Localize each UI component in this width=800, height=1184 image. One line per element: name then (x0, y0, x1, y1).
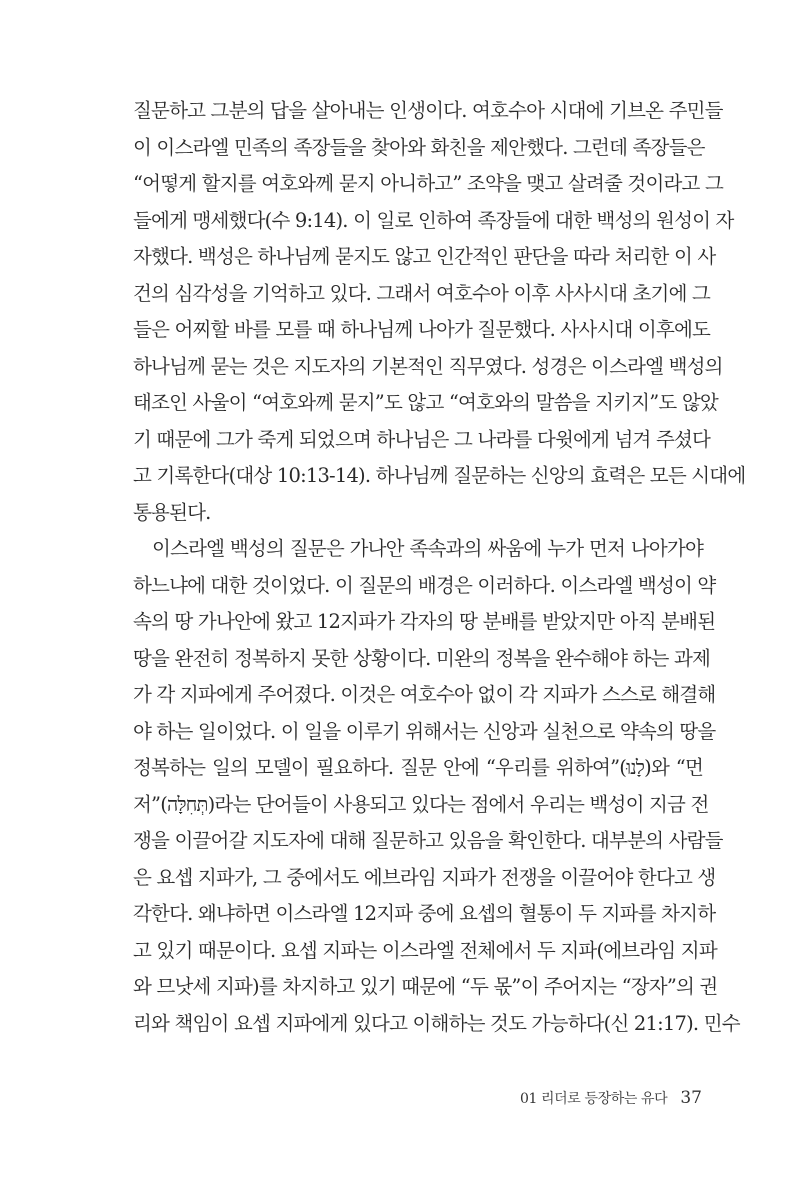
text-line: 통용된다. (133, 500, 211, 524)
running-head: 01 리더로 등장하는 유다 (519, 1091, 668, 1107)
text-line: 속의 땅 가나안에 왔고 12지파가 각자의 땅 분배를 받았지만 아직 분배된 (133, 610, 716, 633)
page-number: 37 (680, 1088, 702, 1108)
text-line: 리와 책임이 요셉 지파에게 있다고 이해하는 것도 가능하다(신 21:17). 민수 (133, 1011, 740, 1035)
text-line: 야 하는 일이었다. 이 일을 이루기 위해서는 신앙과 실천으로 약속의 땅을 (133, 719, 716, 743)
text-line: 은 요셉 지파가, 그 중에서도 에브라임 지파가 전쟁을 이끌어야 한다고 생 (133, 865, 716, 889)
page-footer (520, 1088, 702, 1108)
text-line: 정복하는 일의 모델이 필요하다. 질문 안에 “우리를 위하여”(לָנוּ)와 “먼 (133, 756, 704, 779)
text-line: 들은 어찌할 바를 모를 때 하나님께 나아가 질문했다. 사사시대 이후에도 (133, 318, 711, 341)
text-line: 들에게 맹세했다(수 9:14). 이 일로 인하여 족장들에 대한 백성의 원성이 자 (133, 208, 734, 232)
text-line: “어떻게 할지를 여호와께 묻지 아니하고” 조약을 맺고 살려줄 것이라고 그 (133, 172, 723, 195)
text-line: 이 이스라엘 민족의 족장들을 찾아와 화친을 제안했다. 그런데 족장들은 (133, 135, 705, 159)
body-text (133, 93, 746, 1042)
text-line: 하나님께 묻는 것은 지도자의 기본적인 직무였다. 성경은 이스라엘 백성의 (133, 354, 723, 378)
text-line: 자했다. 백성은 하나님께 묻지도 않고 인간적인 판단을 따라 처리한 이 사 (133, 245, 716, 268)
text-line: 이스라엘 백성의 질문은 가나안 족속과의 싸움에 누가 먼저 나아가야 (152, 537, 703, 560)
text-line: 저”(תְּחִלָּה)라는 단어들이 사용되고 있다는 점에서 우리는 백성이 지금 전 (133, 792, 709, 816)
text-line: 고 있기 때문이다. 요셉 지파는 이스라엘 전체에서 두 지파(에브라임 지파 (133, 938, 717, 962)
text-line: 질문하고 그분의 답을 살아내는 인생이다. 여호수아 시대에 기브온 주민들 (133, 99, 723, 122)
text-line: 쟁을 이끌어갈 지도자에 대해 질문하고 있음을 확인한다. 대부분의 사람들 (133, 829, 723, 852)
text-line: 고 기록한다(대상 10:13-14). 하나님께 질문하는 신앙의 효력은 모든 시대에 (133, 464, 746, 487)
text-line: 와 므낫세 지파)를 차지하고 있기 때문에 “두 몫”이 주어지는 “장자”의 권 (133, 975, 718, 998)
text-line: 각한다. 왜냐하면 이스라엘 12지파 중에 요셉의 혈통이 두 지파를 차지하 (133, 902, 716, 925)
text-line: 땅을 완전히 정복하지 못한 상황이다. 미완의 정복을 완수해야 하는 과제 (133, 646, 711, 670)
text-line: 하느냐에 대한 것이었다. 이 질문의 배경은 이러하다. 이스라엘 백성이 약 (133, 573, 716, 597)
text-line: 기 때문에 그가 죽게 되었으며 하나님은 그 나라를 다윗에게 넘겨 주셨다 (133, 427, 711, 451)
text-line: 태조인 사울이 “여호와께 묻지”도 않고 “여호와의 말씀을 지키지”도 않았 (133, 391, 718, 414)
text-line: 가 각 지파에게 주어졌다. 이것은 여호수아 없이 각 지파가 스스로 해결해 (133, 683, 716, 706)
text-line: 건의 심각성을 기억하고 있다. 그래서 여호수아 이후 사사시대 초기에 그 (133, 281, 711, 305)
